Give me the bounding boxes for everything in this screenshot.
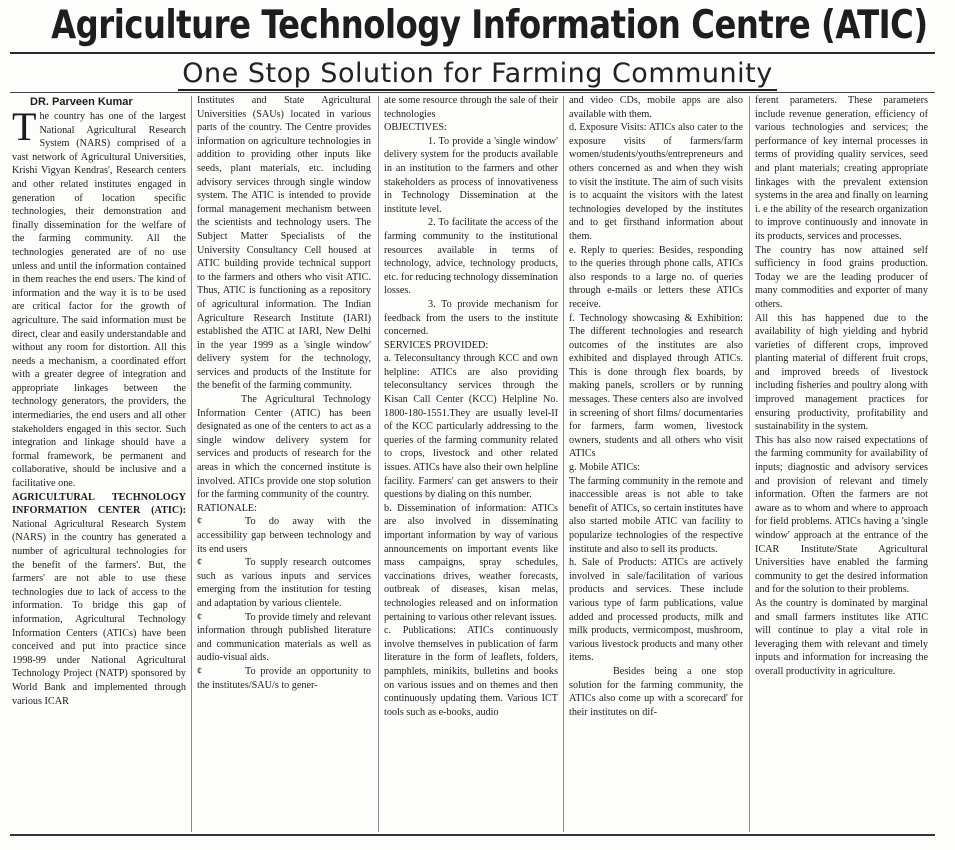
- article-column-4: [569, 94, 743, 834]
- paragraph: ate some resource through the sale of their technologies: [384, 95, 558, 120]
- atic-paragraph: [12, 491, 186, 709]
- paragraph: As the country is dominated by marginal and small farmers institutes like ATIC will continue to play a vital role in leveraging them with relevant and timely inputs and information for increasing the overall productivity in agriculture.: [755, 597, 928, 677]
- column-divider: [749, 96, 750, 832]
- article-column-2: [197, 94, 371, 834]
- service-item: a. Teleconsultancy through KCC and own helpline: ATICs are also providing teleconsultancy services through the Kisan Call Center (KCC) Helpline No. 1800-180-1551.They are usually level-II of the KCC particularly addressing to the queries of the farming community related to crops, livestock and other related issues. ATICs have also their own helpline facility. Farmers' can get answers to their questions by dialing on this number.: [384, 353, 558, 501]
- article-column-1: [12, 94, 186, 834]
- service-item: b. Dissemination of information: ATICs are also involved in disseminating important information by way of various announcements on important events like mass campaigns, spray schedules, vaccinations drives, weather forecasts, outbreak of diseases, kisan melas, technologies released and on information pertaining to various other relevant issues.: [384, 502, 558, 623]
- objective-item: 3. To provide mechanism for feedback from the users to the institute concerned.: [384, 298, 558, 338]
- service-item: e. Reply to queries: Besides, responding to the queries through phone calls, ATICs also responds to a large no. of queries through e-mails or letters these ATICs receive.: [569, 244, 743, 310]
- column-divider: [378, 96, 379, 832]
- bullet-mark: ¢: [197, 665, 203, 677]
- subtitle-text: One Stop Solution for Farming Community: [178, 58, 776, 91]
- column-divider: [191, 96, 192, 832]
- bullet-mark: ¢: [197, 516, 203, 528]
- paragraph: The Agricultural Technology Information Center (ATIC) has been designated as one of the centers to act as a single window delivery system for services and products of research for the areas in which the concerned institute is involved. ATICs provide one stop solution for the farming community of the country.: [197, 394, 371, 501]
- rationale-item: [197, 665, 371, 692]
- service-heading-mobile: g. Mobile ATICs:: [569, 462, 641, 474]
- rationale-text: To supply research outcomes such as various inputs and services emerging from the institution for testing and adaptation by various clientele.: [197, 557, 371, 609]
- section-heading-rationale: RATIONALE:: [197, 502, 257, 514]
- column-divider: [563, 96, 564, 832]
- paragraph: The country has now attained self sufficiency in food grains production. Today we are the leading producer of many commodities and exporter of many others.: [755, 244, 928, 310]
- objective-item: 1. To provide a 'single window' delivery system for the products available in an institution to the farmers and other stakeholders as process of innovativeness in Technology Dissemination at the institute level.: [384, 135, 558, 215]
- section-heading-atic: AGRICULTURAL TECHNOLOGY INFORMATION CENTER (ATIC):: [12, 491, 186, 517]
- service-item: c. Publications: ATICs continuously involve themselves in publication of farm literature in the form of leaflets, folders, pamphlets, minikits, bulletins and books on various issues and on themes and then continuously updating them. Various ICT tools such as e-books, audio: [384, 625, 558, 718]
- rationale-item: [197, 556, 371, 610]
- drop-cap: T: [12, 104, 37, 149]
- service-item: The farming community in the remote and inaccessible areas is not able to take benefit of ATICs, so certain institutes have also started mobile ATIC van facility to popularize technologies of the respective institute and also to sell its products.: [569, 475, 743, 555]
- paragraph: Besides being a one stop solution for the farming community, the ATICs also come up with a scorecard' for their institutes on dif-: [569, 665, 743, 718]
- article-column-5: [755, 94, 928, 834]
- headline-rule: [10, 52, 935, 54]
- paragraph: Institutes and State Agricultural Universities (SAUs) located in various parts of the country. The Centre provides information on agriculture technologies in addition to providing other inputs like seeds, plant materials, etc. including advisory services through single window system. The ATIC is intended to provide formal management mechanism between the scientists and technology users. The Subject Matter Specialists of the University Consultancy Cell housed at ATIC building provide technical support to the farmers and others who visit ATIC. Thus, ATIC is functioning as a repository of agricultural information. The Indian Agriculture Research Institute (IARI) established the ATIC at IARI, New Delhi in the year 1999 as a 'single window' delivery system for the technology, services and products of the Institute for the benefit of the farming community.: [197, 95, 371, 392]
- rationale-text: To provide timely and relevant information through published literature and communication materials as well as audio-visual aids.: [197, 611, 371, 664]
- intro-text: he country has one of the largest National Agricultural Research System (NARS) comprised of a vast network of Agricultural Universities, Krishi Vigyan Kendras', Research centers and other related institutes engaged in generation of location specific technologies, their demonstration and finally dissemination for the welfare of the farming community. All the technologies generated are of no use unless and until the information contained in them reaches the end users. The kind of information and the way it is to be used are critical factor for the growth of agriculture. The said information must be direct, clear and easily understandable and without any room for distortion. All this needs a mechanism, a coordinated effort with a greater degree of integration and appropriate linkages between the technology generators, the providers, the intermediaries, the end users and all other stakeholders engaged in this sector. Such integration and linkage should have a formal framework, be permanent and collaborative, should be inclusive and a facilitative one.: [12, 111, 186, 490]
- rationale-text: To do away with the accessibility gap between technology and its end users: [197, 516, 371, 555]
- atic-text: National Agricultural Research System (NARS) in the country has generated a number of agricultural technologies for the benefit of the farmers'. But, the farmers' are not able to use these technologies due to lack of access to the information. To bridge this gap of information, Agricultural Technology Information Centers (ATICs) have been conceived and put into practice since 1998-99 under National Agricultural Technology Project (NATP) sponsored by World Bank and implemented through various ICAR: [12, 518, 186, 707]
- rationale-item: [197, 515, 371, 556]
- paragraph: ferent parameters. These parameters include revenue generation, efficiency of various technologies and services; the performance of key internal processes in terms of providing quality services, seed and plant materials; creating appropriate linkages with the prevalent extension systems in the area and finally on learning i. e the ability of the research organization to improve continuously and innovate in its products, services and processes.: [755, 95, 928, 242]
- rationale-item: [197, 611, 371, 665]
- service-item: f. Technology showcasing & Exhibition: The different technologies and research outcomes of the institutes are also exhibited and displayed through ATICs. This is done through flex boards, by making panels, scrollers or by running messages. These centers also are involved in screening of short films/ documentaries for farmers, farm women, livestock owners, students and all others who visit ATICs: [569, 312, 743, 460]
- paragraph: and video CDs, mobile apps are also available with them.: [569, 95, 743, 120]
- section-heading-objectives: OBJECTIVES:: [384, 122, 447, 134]
- service-item: h. Sale of Products: ATICs are actively involved in sale/facilitation of various products and services. These include various type of farm publications, value added and processed products, milk and milk products, vermicompost, mushroom, various livestock products and many other items.: [569, 557, 743, 664]
- service-item: d. Exposure Visits: ATICs also cater to the exposure visits of farmers/farm women/students/youths/entrepreneurs and others concerned as and when they wish to visit the institute. The aim of such visits is to acquaint the visitors with the latest technologies developed by the institutes and to get firsthand information about them.: [569, 122, 743, 242]
- headline-subtitle: [0, 56, 955, 94]
- section-heading-services: SERVICES PROVIDED:: [384, 339, 489, 351]
- bullet-mark: ¢: [197, 557, 203, 569]
- objective-item: 2. To facilitate the access of the farming community to the institutional resources available in terms of technology, advice, technology products, etc. for reducing technology dissemination losses.: [384, 217, 558, 297]
- bullet-mark: ¢: [197, 611, 203, 623]
- paragraph: All this has happened due to the availability of high yielding and hybrid varieties of different crops, improved planting material of different fruit crops, and improved breeds of livestock including fisheries and poultry along with improved management practices for ensuring productivity, profitability and sustainability in the system.: [755, 312, 928, 433]
- intro-paragraph: [12, 104, 186, 491]
- paragraph: This has also now raised expectations of the farming community for availability of inputs; diagnostic and advisory services and provision of relevant and timely information. Often the farmers are not aware as to whom and where to approach for field problems. ATICs having a 'single window' approach at the entrance of the ICAR Institute/State Agricultural Universities have enabled the farming community to get the desired information and for the solution to their problems.: [755, 434, 928, 596]
- subtitle-rule: [10, 92, 935, 93]
- bottom-rule: [10, 834, 935, 836]
- author-byline: DR. Parveen Kumar: [30, 96, 133, 108]
- rationale-text: To provide an opportunity to the institutes/SAU/s to gener-: [197, 665, 371, 691]
- headline-title: Agriculture Technology Information Centre (ATIC): [51, 3, 928, 48]
- article-column-3: [384, 94, 558, 834]
